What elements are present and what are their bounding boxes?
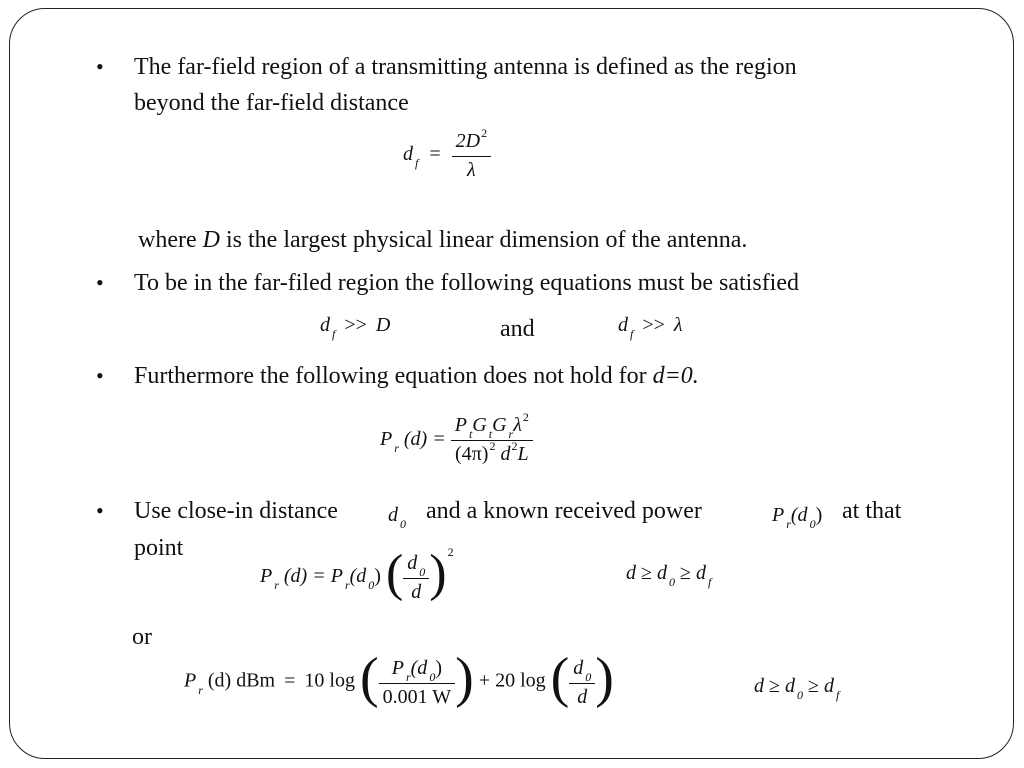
bullet-1-line-1: The far-field region of a transmitting antenna is defined as the region [134,54,797,80]
distance-condition: d ≥ d $_0$ ≥ d $_f$ [626,562,712,589]
bullet-dot: • [96,54,104,79]
received-power-ratio-equation: P $_r$ (d) = P $_r$(d $_0$) ( $\frac{d _0}{d}$ )$^2$ [260,545,454,603]
fraction: $\frac{P _tG _tG _r\lambda^2}{(4\pi)^2 d^2L}$ [451,412,533,469]
bullet-dot: • [96,498,104,523]
fraction: $\frac{P _r(d _0)}{0.001 W}$ [379,655,456,710]
received-power-symbol: P $_r$(d $_0$) [772,504,823,531]
bullet-4-text-a: Use close-in distance [134,498,338,524]
bullet-dot: • [96,363,104,388]
close-in-distance-symbol: d $_0$ [388,504,406,531]
fraction: $\frac{d _0}{d}$ [569,655,595,710]
friis-equation: P $_r$ (d) = $\frac{P _tG _tG _r\lambda^2}{(4\pi)^2 d^2L}$ [380,412,533,469]
bullet-4-text-c: at that [842,498,902,524]
fraction: $\frac{2D^2}{\lambda}$ [452,128,491,183]
bullet-3-text: Furthermore the following equation does not hold for d=0. [134,363,699,389]
where-text: where D is the largest physical linear dimension of the antenna. [138,227,748,253]
bullet-4-text-b: and a known received power [426,498,702,524]
and-text: and [500,316,535,342]
bullet-2-text: To be in the far-filed region the following equations must be satisfied [134,270,800,296]
received-power-dbm-equation: P $_r$ (d) dBm = 10 log ( $\frac{P _r(d _0)}{0.001 W}$ ) + 20 log ( $\frac{d _0}{d}$ ) [184,647,614,709]
bullet-4-line-2: point [134,535,184,561]
far-field-distance-equation: d $_f$ = $\frac{2D^2}{\lambda}$ [403,128,491,183]
condition-df-gg-lambda: d $_f$ >> λ [618,314,683,341]
fraction: $\frac{d _0}{d}$ [403,550,429,605]
bullet-1-line-2: beyond the far-field distance [134,90,409,116]
distance-condition-2: d ≥ d $_0$ ≥ d $_f$ [754,675,840,702]
condition-df-gg-D: d $_f$ >> D [320,314,391,341]
bullet-dot: • [96,270,104,295]
or-text: or [132,624,152,650]
